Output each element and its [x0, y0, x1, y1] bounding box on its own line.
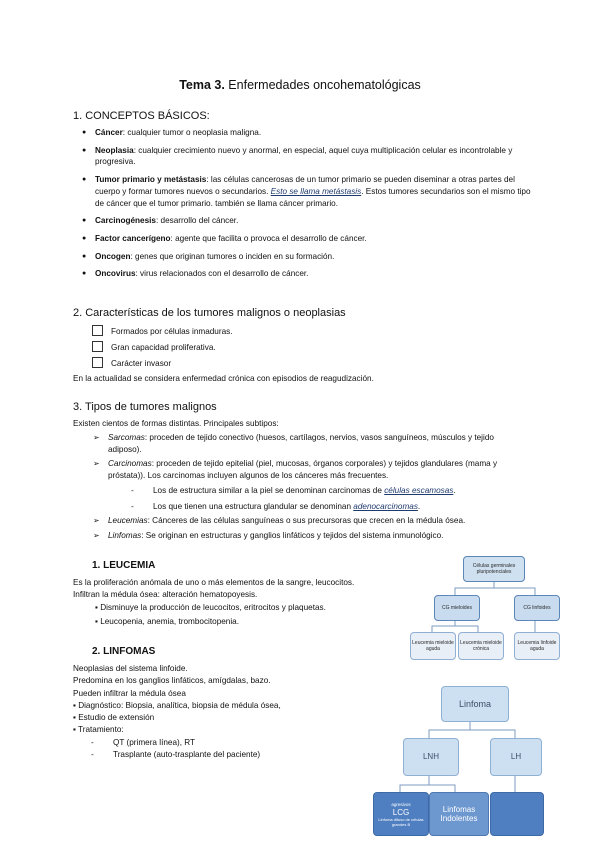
title-rest: Enfermedades oncohematológicas — [224, 78, 421, 92]
section2-note: En la actualidad se considera enfermedad crónica con episodios de reagudización. — [73, 374, 374, 383]
checkbox-icon[interactable] — [92, 357, 103, 368]
checkbox-icon[interactable] — [92, 325, 103, 336]
sub-item: - QT (primera línea), RT — [91, 737, 196, 747]
arrow-icon: ➢ — [93, 459, 100, 469]
checklist — [92, 325, 233, 373]
section3-intro: Existen cientos de formas distintas. Principales subtipos: — [73, 419, 279, 428]
list-item: ● Cáncer: cualquier tumor o neoplasia maligna. — [82, 128, 262, 137]
diagram-leaf-lma: Leucemia mieloide aguda — [410, 632, 456, 660]
diagram-leaf-lla: Leucemia linfoide aguda — [514, 632, 560, 660]
section2-heading: 2. Características de los tumores malignos o neoplasias — [73, 307, 346, 319]
check-item: Formados por células inmaduras. — [92, 325, 233, 341]
list-item: ➢ Linfomas: Se originan en estructuras y ganglios linfáticos y tejidos del sistema inmunológico. — [93, 530, 444, 540]
sub-item: - Los de estructura similar a la piel se denominan carcinomas de células escamosas. — [131, 485, 456, 495]
diagram-root-linfoma: Linfoma — [441, 686, 509, 722]
arrow-icon: ➢ — [93, 530, 100, 540]
linfomas-text: Neoplasias del sistema linfoide. Predomina en los ganglios linfáticos, amígdalas, bazo. Pueden infiltrar la médula ósea ▪ Diagnóstico: Biopsia, analítica, biopsia de médula ósea, ▪ Estudio de extensión ▪ Tratamiento: - QT (primera línea), RT - Trasplante (auto-trasplante del paciente) — [73, 663, 373, 761]
list-item: ➢ Carcinomas: proceden de tejido epitelial (piel, mucosas, órganos corporales) y tejidos glandulares (mama y próstata)). Los carcinomas incluyen algunos de los cánceres más frecuentes. — [93, 459, 498, 481]
linfomas-heading: 2. LINFOMAS — [92, 646, 156, 657]
tumor-types — [73, 432, 525, 542]
list-item: ● Oncogen: genes que originan tumores o inciden en su formación. — [82, 251, 335, 261]
title-prefix: Tema 3. — [179, 78, 225, 92]
list-item: ▪ Diagnóstico: Biopsia, analítica, biopsia de médula ósea, — [73, 700, 281, 710]
list-item: ● Tumor primario y metástasis: las células cancerosas de un tumor primario se pueden diseminar a otras partes del cuerpo y formar tumores nuevos o secundarios. Esto se llama metástasis. Estos tumores secundarios son el mismo tipo de cáncer que el tumor primario. también se llama cáncer primario. — [82, 175, 531, 208]
list-item: ➢ Leucemias: Cánceres de las células sanguíneas o sus precursoras que crecen en la médula ósea. — [93, 516, 466, 526]
check-item: Gran capacidad proliferativa. — [92, 341, 233, 357]
sub-item: - Trasplante (auto-trasplante del paciente) — [91, 750, 261, 760]
leucemia-heading: 1. LEUCEMIA — [92, 560, 156, 571]
section3-heading: 3. Tipos de tumores malignos — [73, 401, 217, 413]
list-item: ● Neoplasia: cualquier crecimiento nuevo y anormal, en especial, aquel cuya multiplicación celular es incontrolable y progresiva. — [82, 145, 513, 167]
list-item: ▪ Leucopenia, anemia, trombocitopenia. — [95, 617, 240, 627]
adenocarcinomas-link[interactable]: adenocarcinomas — [353, 501, 418, 511]
escamosas-link[interactable]: células escamosas — [384, 485, 454, 495]
arrow-icon: ➢ — [93, 433, 100, 442]
list-item: ▪ Tratamiento: — [73, 725, 124, 735]
check-item: Carácter invasor — [92, 357, 233, 373]
diagram-leaf-indolentes: Linfomas Indolentes — [429, 792, 489, 836]
diagram-leaf-lmc: Leucemia mieloide crónica — [458, 632, 504, 660]
checkbox-icon[interactable] — [92, 341, 103, 352]
section1-heading: 1. CONCEPTOS BÁSICOS: — [73, 110, 210, 122]
list-item: ➢ Sarcomas: proceden de tejido conectivo (huesos, cartílagos, nervios, vasos sanguíneos, músculos y tejido adiposo). — [93, 433, 494, 454]
list-item: ● Factor cancerígeno: agente que facilita o provoca el desarrollo de cáncer. — [82, 233, 367, 243]
metastasis-link[interactable]: Esto se llama metástasis — [270, 186, 362, 196]
list-item: ● Oncovirus: virus relacionados con el desarrollo de cáncer. — [82, 269, 309, 279]
list-item: ▪ Estudio de extensión — [73, 713, 155, 723]
diagram-root-node: Células germinales pluripotenciales — [463, 556, 525, 582]
diagram-node-mieloides: CG mieloides — [434, 595, 480, 621]
leucemia-text: Es la proliferación anómala de uno o más elementos de la sangre, leucocitos. Infiltran la médula ósea: alteración hematopoyesis. ▪ Disminuye la producción de leucocitos, eritrocitos y plaquetas. ▪ Leucopenia, anemia, trombocitopenia. — [73, 577, 413, 628]
diagram-node-lh: LH — [490, 738, 542, 776]
diagram-leaf-lcg: agresivos LCG Linfoma difuso de células grandes B — [373, 792, 429, 836]
diagram-node-linfoides: CG linfoides — [514, 595, 560, 621]
diagram-leaf-lh-empty — [490, 792, 544, 836]
list-item: ● Carcinogénesis: desarrollo del cáncer. — [82, 216, 239, 226]
diagram-node-lnh: LNH — [403, 738, 459, 776]
arrow-icon: ➢ — [93, 516, 100, 526]
list-item: ▪ Disminuye la producción de leucocitos, eritrocitos y plaquetas. — [95, 603, 326, 613]
document-title — [0, 78, 600, 92]
section1-list — [73, 127, 533, 280]
sub-item: - Los que tienen una estructura glandular se denominan adenocarcinomas. — [131, 501, 421, 511]
